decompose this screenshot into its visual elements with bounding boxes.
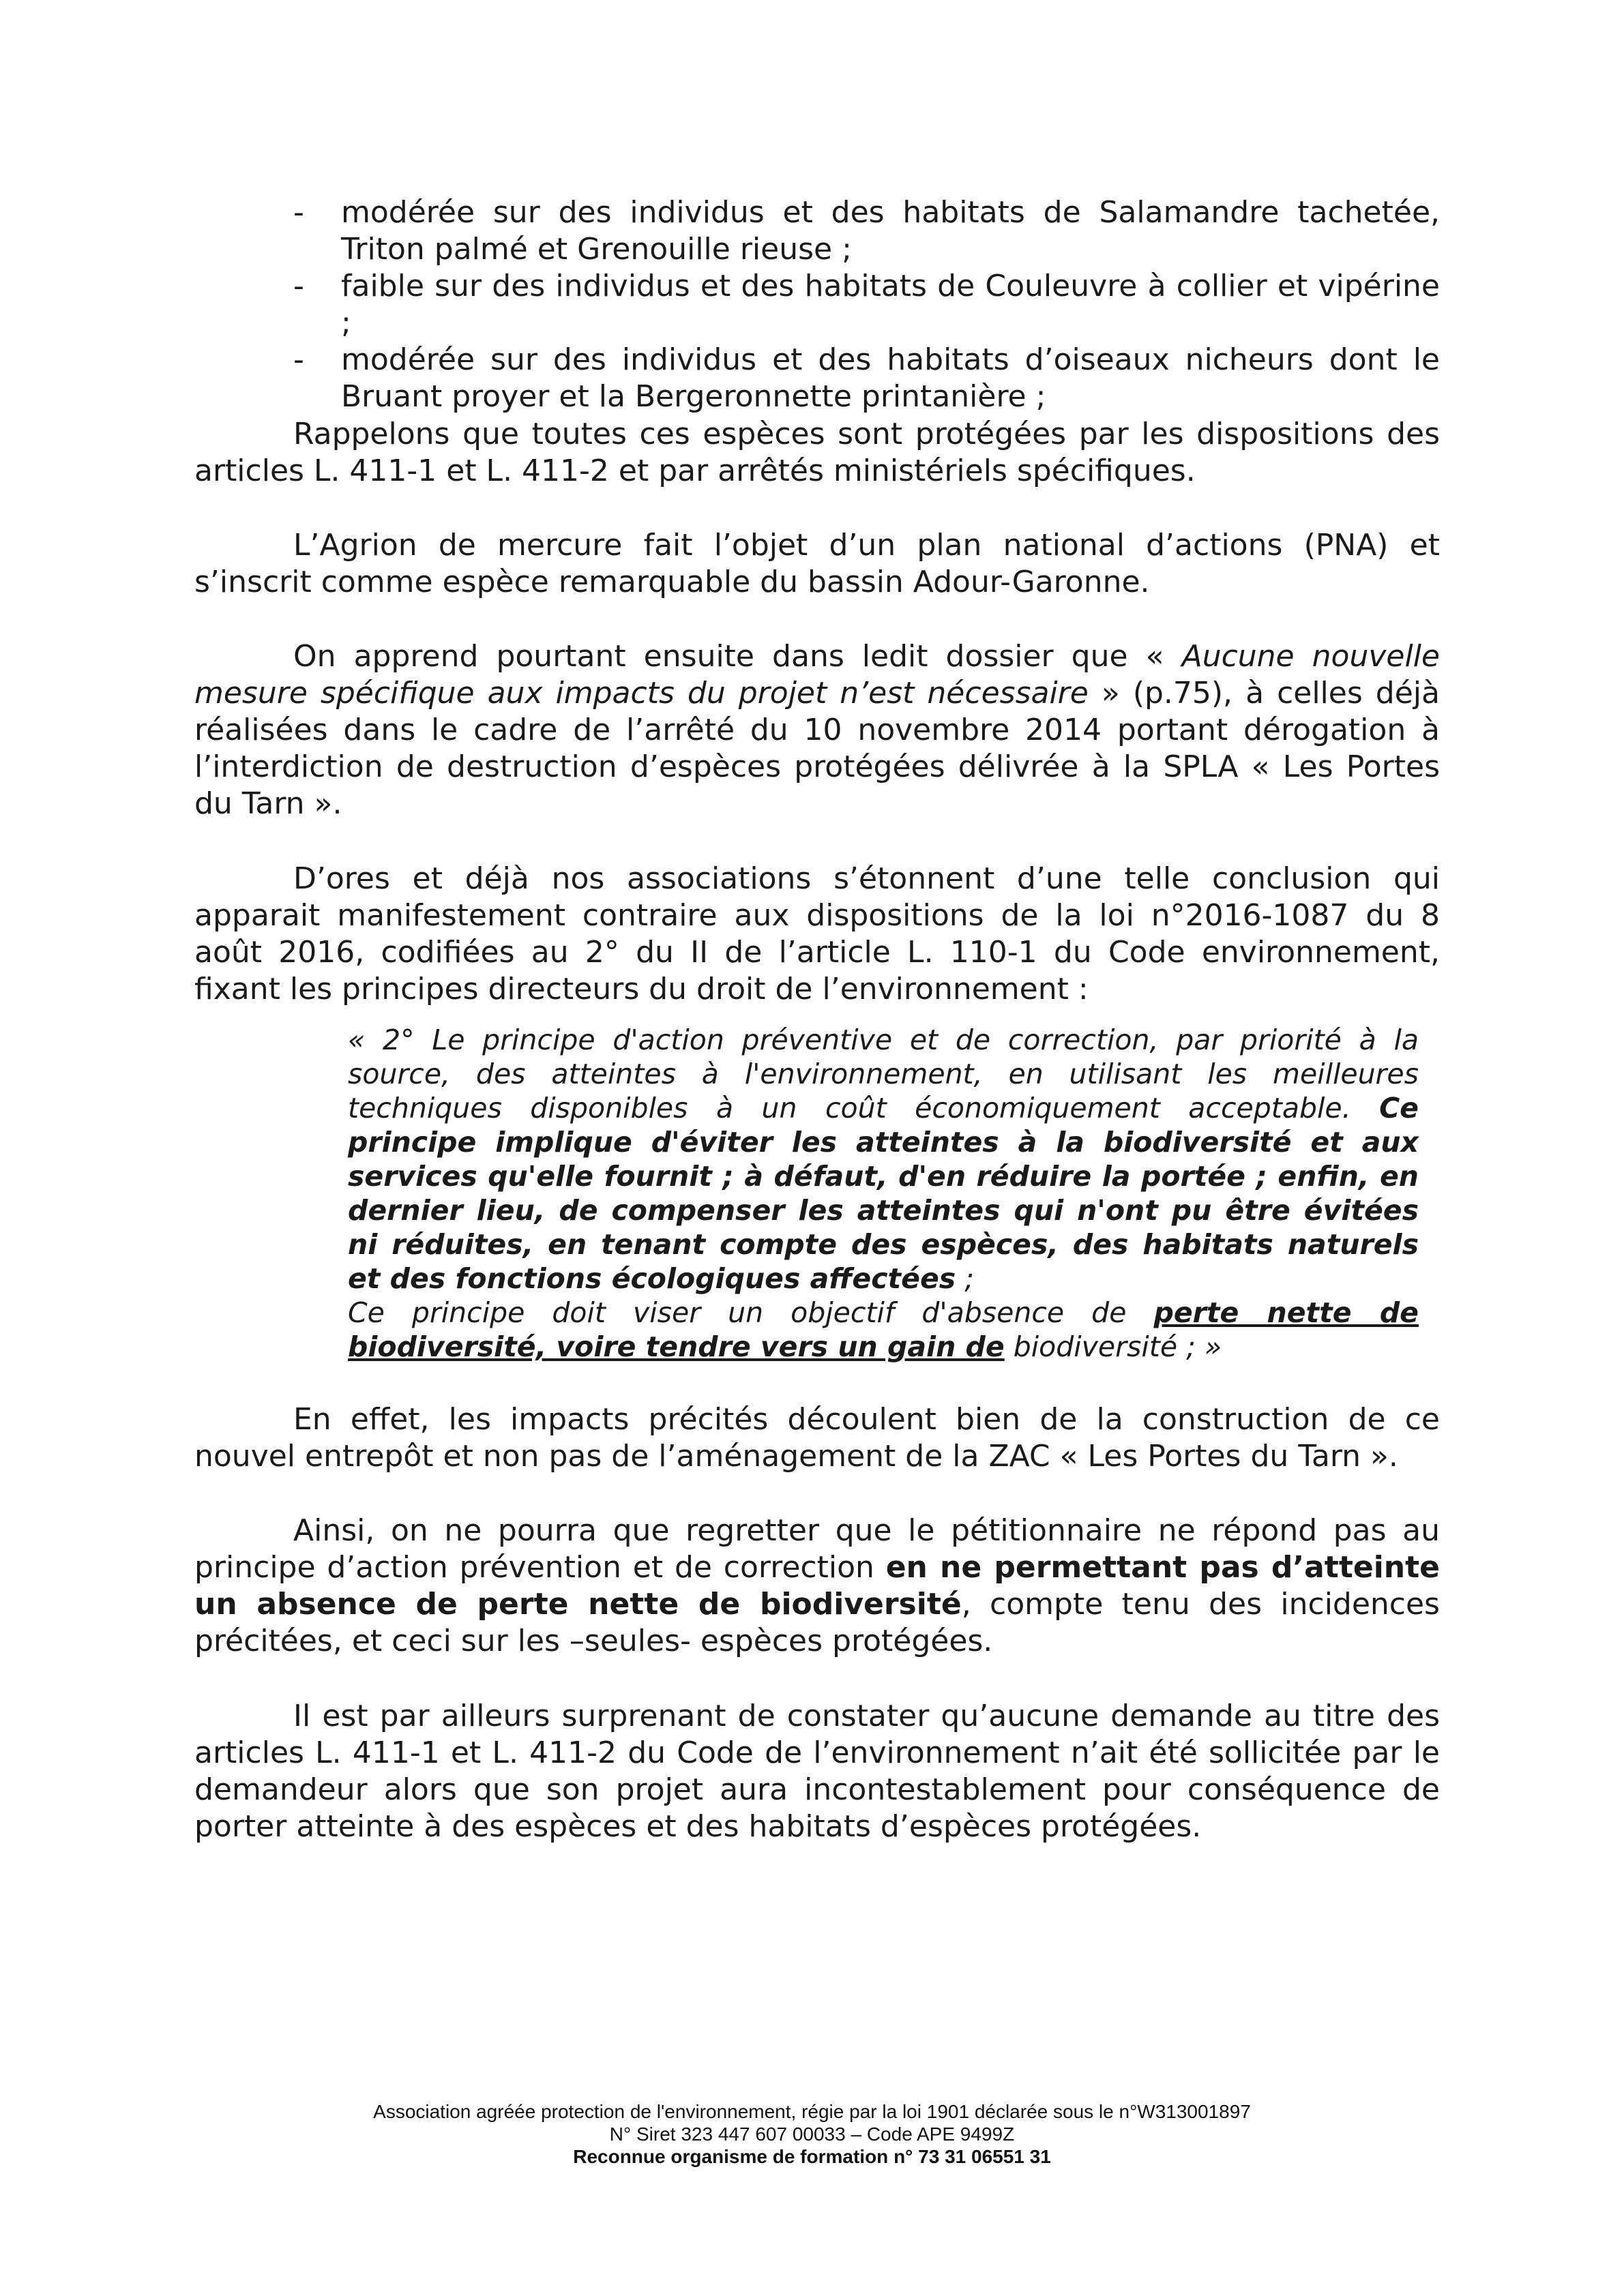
text-run: ; — [956, 1262, 975, 1295]
bullet-dash: - — [293, 195, 304, 230]
bullet-dash: - — [293, 269, 304, 303]
paragraph-text: Il est par ailleurs surprenant de constater qu’aucune demande au titre des articles L. 411-1 et L. 411-2 du Code de l’environnement n’ait été sollicitée par le demandeur alors que son projet aura incontestablement pour conséquence de porter atteinte à des espèces et des habitats d’espèces protégées. — [194, 1699, 1440, 1844]
list-item — [194, 268, 1440, 342]
paragraph-protected-species — [194, 416, 1440, 490]
text-run: On apprend pourtant ensuite dans ledit dossier que « — [293, 639, 1182, 674]
list-item-text: faible sur des individus et des habitats de Couleuvre à collier et vipérine ; — [341, 269, 1440, 340]
paragraph-text: En effet, les impacts précités découlent bien de la construction de ce nouvel entrepôt et non pas de l’aménagement de la ZAC « Les Portes du Tarn ». — [194, 1402, 1440, 1474]
paragraph-surprenant — [194, 1698, 1440, 1845]
footer-training-line: Reconnue organisme de formation n° 73 31 06551 31 — [573, 2146, 1051, 2167]
legal-quote-block — [348, 1023, 1419, 1364]
paragraph-text: L’Agrion de mercure fait l’objet d’un plan national d’actions (PNA) et s’inscrit comme espèce remarquable du bassin Adour-Garonne. — [194, 528, 1440, 599]
impact-bullet-list — [194, 194, 1440, 415]
text-run: , compte tenu des incidences précitées, et ceci sur les –seules- espèces protégées. — [194, 1587, 1440, 1658]
list-item — [194, 194, 1440, 268]
paragraph-en-effet — [194, 1401, 1440, 1475]
text-run: » (p.75), à celles déjà réalisées dans le cadre de l’arrêté du 10 novembre 2014 portant dérogation à l’interdiction de destruction d’espèces protégées délivrée à la SPLA « Les Portes du Tarn ». — [194, 676, 1440, 821]
footer-siret-line: N° Siret 323 447 607 00033 – Code APE 9499Z — [609, 2123, 1015, 2145]
list-item — [194, 342, 1440, 415]
quote-paragraph — [348, 1023, 1419, 1296]
text-run: Ainsi, on ne pourra que regretter que le pétitionnaire ne répond pas au principe d’action prévention et de correction — [194, 1513, 1440, 1585]
paragraph-ainsi — [194, 1512, 1440, 1660]
text-run: « 2° Le principe d'action préventive et de correction, par priorité à la source, des atteintes à l'environnement, en utilisant les meilleures techniques disponibles à un coût économiquement acceptable. — [348, 1024, 1419, 1124]
quote-paragraph — [348, 1296, 1419, 1364]
paragraph-text — [194, 1512, 1440, 1660]
italic-quote-text: Aucune nouvelle mesure spécifique aux impacts du projet n’est nécessaire — [194, 639, 1440, 711]
paragraph-text: D’ores et déjà nos associations s’étonnent d’une telle conclusion qui apparait manifestement contraire aux dispositions de la loi n°2016-1087 du 8 août 2016, codifiées au 2° du II de l’article L. 110-1 du Code environnement, fixant les principes directeurs du droit de l’environnement : — [194, 861, 1440, 1007]
footer-association-line: Association agréée protection de l'environnement, régie par la loi 1901 déclarée sous le n°W313001897 — [373, 2101, 1251, 2122]
paragraph-agrion — [194, 527, 1440, 601]
bullet-dash: - — [293, 342, 304, 377]
paragraph-text — [194, 638, 1440, 822]
text-run: biodiversité ; » — [1004, 1330, 1222, 1363]
text-run: Ce principe doit viser un objectif d'absence de — [348, 1296, 1154, 1329]
paragraph-associations — [194, 861, 1440, 1008]
list-item-text: modérée sur des individus et des habitats d’oiseaux nicheurs dont le Bruant proyer et la Bergeronnette printanière ; — [341, 342, 1440, 414]
bold-text-run: Ce principe implique d'éviter les atteintes à la biodiversité et aux services qu'elle fournit ; à défaut, d'en réduire la portée ; enfin, en dernier lieu, de compenser les atteintes qui n'ont pu être évitées ni réduites, en tenant compte des espèces, des habitats naturels et des fonctions écologiques affectées — [348, 1092, 1419, 1295]
paragraph-dossier — [194, 638, 1440, 822]
underlined-text-run: perte nette de biodiversité, voire tendre vers un gain de — [348, 1296, 1419, 1363]
bold-text-run: en ne permettant pas d’atteinte un absence de perte nette de biodiversité — [194, 1550, 1440, 1622]
list-item-text: modérée sur des individus et des habitats de Salamandre tachetée, Triton palmé et Grenouille rieuse ; — [341, 195, 1440, 267]
paragraph-text: Rappelons que toutes ces espèces sont protégées par les dispositions des articles L. 411-1 et L. 411-2 et par arrêtés ministériels spécifiques. — [194, 417, 1440, 488]
page-footer — [0, 2100, 1624, 2168]
